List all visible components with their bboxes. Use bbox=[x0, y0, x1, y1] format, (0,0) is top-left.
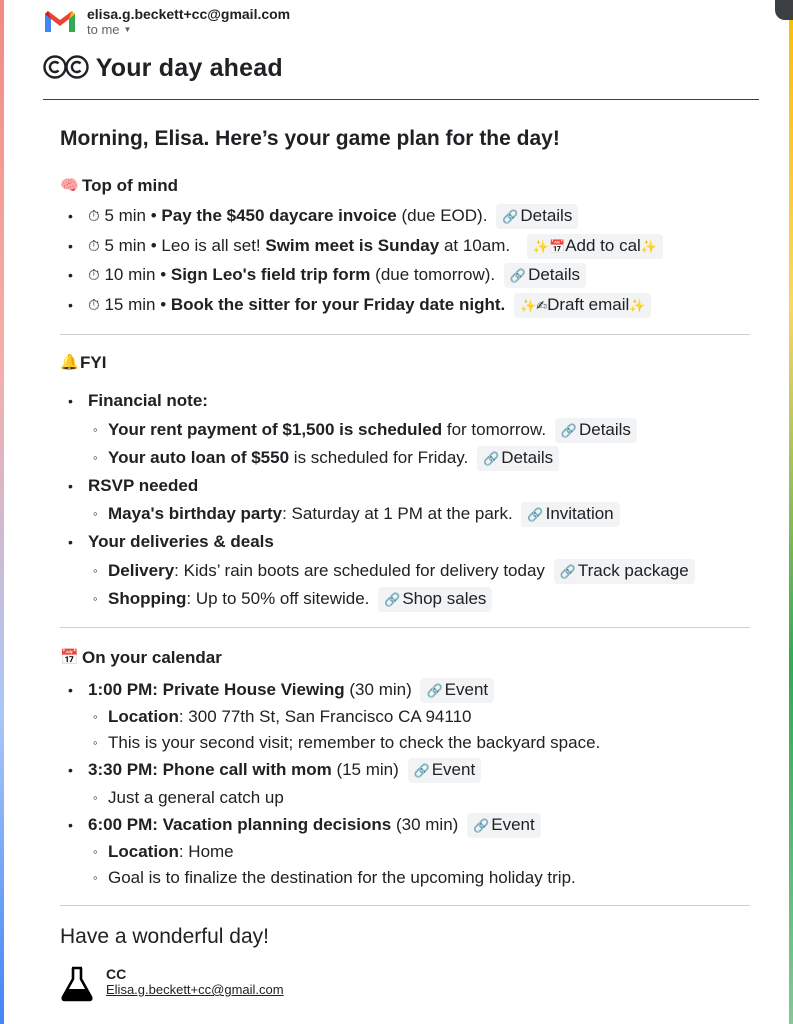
task-title: Book the sitter for your Friday date night. bbox=[170, 294, 506, 314]
link-icon: 🔗 bbox=[502, 209, 519, 224]
link-icon: 🔗 bbox=[483, 450, 500, 466]
link-icon: 🔗 bbox=[509, 268, 527, 283]
chip-label: Details bbox=[578, 419, 631, 439]
greeting: Morning, Elisa. Here’s your game plan for the day! bbox=[60, 127, 560, 150]
chip-label: Event bbox=[431, 760, 476, 779]
chip-label: Invitation bbox=[545, 504, 614, 523]
bell-icon: 🔔 bbox=[60, 354, 79, 371]
brain-icon: 🧠 bbox=[60, 177, 79, 194]
dot-separator: • bbox=[155, 265, 171, 284]
group-label: Your deliveries & deals bbox=[88, 532, 274, 551]
event-link[interactable] bbox=[420, 678, 494, 703]
link-icon: 🔗 bbox=[559, 563, 576, 579]
details-link[interactable] bbox=[477, 446, 559, 471]
timer-icon: ⏱ bbox=[88, 296, 100, 314]
item-title: Maya's birthday party bbox=[108, 504, 283, 523]
detail-label: Location bbox=[108, 842, 179, 861]
item-note: : Up to 50% off sitewide. bbox=[186, 588, 370, 608]
chip-label: Details bbox=[520, 206, 573, 225]
section-title: On your calendar bbox=[82, 647, 222, 667]
item-note: : Kids’ rain boots are scheduled for delivery today bbox=[174, 560, 545, 580]
list-item bbox=[60, 232, 750, 262]
section-top-of-mind bbox=[60, 172, 750, 200]
cc-logo-icon bbox=[43, 54, 96, 82]
item-title: Shopping bbox=[108, 588, 187, 608]
item-note: is scheduled for Friday. bbox=[289, 447, 469, 467]
flask-icon bbox=[60, 966, 94, 1002]
link-icon: 🔗 bbox=[527, 507, 544, 522]
subject-text: Your day ahead bbox=[95, 54, 283, 82]
list-item bbox=[60, 528, 750, 557]
chip-label: Details bbox=[528, 265, 581, 284]
list-item bbox=[60, 261, 750, 291]
item-title: Delivery bbox=[108, 560, 175, 580]
chip-label: Event bbox=[444, 679, 489, 699]
group-label: Financial note: bbox=[88, 391, 208, 410]
link-icon: 🔗 bbox=[413, 763, 430, 778]
right-gradient-border bbox=[789, 0, 793, 1024]
shop-sales-link[interactable] bbox=[378, 587, 492, 612]
section-divider bbox=[60, 905, 750, 906]
dot-separator: • bbox=[155, 294, 171, 314]
event-title: 3:30 PM: Phone call with mom bbox=[88, 760, 332, 779]
event-title: 1:00 PM: Private House Viewing bbox=[88, 679, 345, 699]
dot-separator: • bbox=[146, 235, 162, 255]
list-item bbox=[60, 472, 750, 501]
timer-icon: ⏱ bbox=[88, 208, 100, 225]
list-item bbox=[60, 202, 750, 232]
closing-line: Have a wonderful day! bbox=[60, 925, 269, 948]
sparkle-calendar-icon: ✨📅 bbox=[532, 238, 566, 254]
event-link[interactable] bbox=[467, 813, 541, 838]
list-subitem bbox=[60, 557, 750, 585]
gmail-logo-icon bbox=[43, 8, 77, 34]
calendar-event bbox=[60, 676, 750, 705]
chip-label: Track package bbox=[577, 560, 689, 580]
item-note: for tomorrow. bbox=[442, 419, 547, 439]
chip-label: Event bbox=[491, 814, 535, 834]
list-subitem bbox=[60, 500, 750, 528]
sparkle-writing-icon: ✨✍ bbox=[519, 297, 548, 313]
to-me-label: to me bbox=[87, 22, 120, 37]
timer-icon: ⏱ bbox=[88, 267, 100, 284]
detail-text: Just a general catch up bbox=[108, 787, 284, 807]
item-title: Your auto loan of $550 bbox=[108, 447, 290, 467]
signature bbox=[60, 966, 750, 1002]
event-duration: (30 min) bbox=[344, 679, 412, 699]
sparkle-icon: ✨ bbox=[640, 238, 657, 254]
draft-email-button[interactable] bbox=[514, 293, 651, 318]
item-title: Your rent payment of $1,500 is scheduled bbox=[108, 419, 443, 439]
task-note: at 10am. bbox=[439, 235, 511, 255]
task-note: (due EOD). bbox=[396, 206, 488, 225]
chip-label: Shop sales bbox=[402, 588, 487, 608]
group-label: RSVP needed bbox=[88, 475, 199, 495]
link-icon: 🔗 bbox=[384, 591, 401, 607]
details-link[interactable] bbox=[555, 418, 637, 443]
corner-tab[interactable] bbox=[775, 0, 793, 20]
left-gradient-border bbox=[0, 0, 4, 1024]
detail-text: Goal is to finalize the destination for the upcoming holiday trip. bbox=[108, 868, 576, 887]
dot-separator: • bbox=[146, 206, 162, 225]
sender-block bbox=[87, 6, 290, 38]
detail-text: : 300 77th St, San Francisco CA 94110 bbox=[178, 707, 472, 726]
event-link[interactable] bbox=[408, 758, 482, 783]
email-header bbox=[43, 6, 290, 38]
item-note: : Saturday at 1 PM at the park. bbox=[282, 504, 513, 523]
link-icon: 🔗 bbox=[426, 682, 443, 698]
header-divider bbox=[43, 99, 759, 100]
section-divider bbox=[60, 627, 750, 628]
time-estimate: 5 min bbox=[104, 206, 147, 225]
time-estimate: 5 min bbox=[104, 235, 147, 255]
event-detail bbox=[60, 839, 750, 865]
detail-text: : Home bbox=[178, 842, 234, 861]
task-title: Swim meet is Sunday bbox=[265, 235, 440, 255]
list-subitem bbox=[60, 444, 750, 472]
link-icon: 🔗 bbox=[560, 422, 577, 438]
section-divider bbox=[60, 334, 750, 335]
section-title: Top of mind bbox=[82, 176, 178, 195]
detail-label: Location bbox=[108, 707, 179, 726]
event-detail bbox=[60, 785, 750, 811]
details-link[interactable] bbox=[504, 263, 586, 288]
list-item bbox=[60, 387, 750, 416]
section-calendar bbox=[60, 644, 750, 672]
link-icon: 🔗 bbox=[473, 817, 490, 833]
list-subitem bbox=[60, 585, 750, 613]
track-package-link[interactable] bbox=[554, 559, 695, 584]
chevron-down-icon: ▼ bbox=[123, 25, 132, 34]
task-title: Sign Leo's field trip form bbox=[170, 265, 371, 284]
sparkle-icon: ✨ bbox=[629, 297, 646, 313]
chip-label: Details bbox=[501, 447, 554, 467]
event-title: 6:00 PM: Vacation planning decisions bbox=[88, 814, 392, 834]
detail-text: This is your second visit; remember to check the backyard space. bbox=[108, 733, 601, 752]
add-to-calendar-button[interactable] bbox=[527, 234, 663, 259]
email-subject bbox=[43, 54, 283, 83]
task-note: (due tomorrow). bbox=[370, 265, 496, 284]
section-title: FYI bbox=[80, 353, 107, 372]
invitation-link[interactable] bbox=[521, 502, 619, 527]
event-duration: (30 min) bbox=[391, 814, 459, 834]
list-item bbox=[60, 291, 750, 321]
calendar-icon: 📅 bbox=[60, 648, 79, 666]
event-duration: (15 min) bbox=[331, 760, 399, 779]
signature-name: CC bbox=[106, 966, 127, 982]
calendar-event bbox=[60, 811, 750, 840]
sender-email[interactable]: elisa.g.beckett+cc@gmail.com bbox=[87, 6, 291, 22]
email-body bbox=[60, 118, 750, 1002]
signature-email-link[interactable]: Elisa.g.beckett+cc@gmail.com bbox=[106, 982, 284, 997]
time-estimate: 10 min bbox=[104, 265, 156, 284]
chip-label: Draft email bbox=[547, 294, 630, 314]
event-detail bbox=[60, 730, 750, 756]
event-detail bbox=[60, 704, 750, 730]
task-title: Pay the $450 daycare invoice bbox=[161, 206, 397, 225]
section-fyi bbox=[60, 349, 750, 377]
details-link[interactable] bbox=[496, 204, 578, 229]
list-subitem bbox=[60, 416, 750, 444]
task-prefix: Leo is all set! bbox=[161, 235, 266, 255]
time-estimate: 15 min bbox=[104, 294, 156, 314]
event-detail bbox=[60, 865, 750, 891]
chip-label: Add to cal bbox=[565, 235, 641, 255]
calendar-event bbox=[60, 756, 750, 785]
recipient-toggle[interactable] bbox=[87, 22, 290, 38]
timer-icon: ⏱ bbox=[88, 237, 100, 255]
